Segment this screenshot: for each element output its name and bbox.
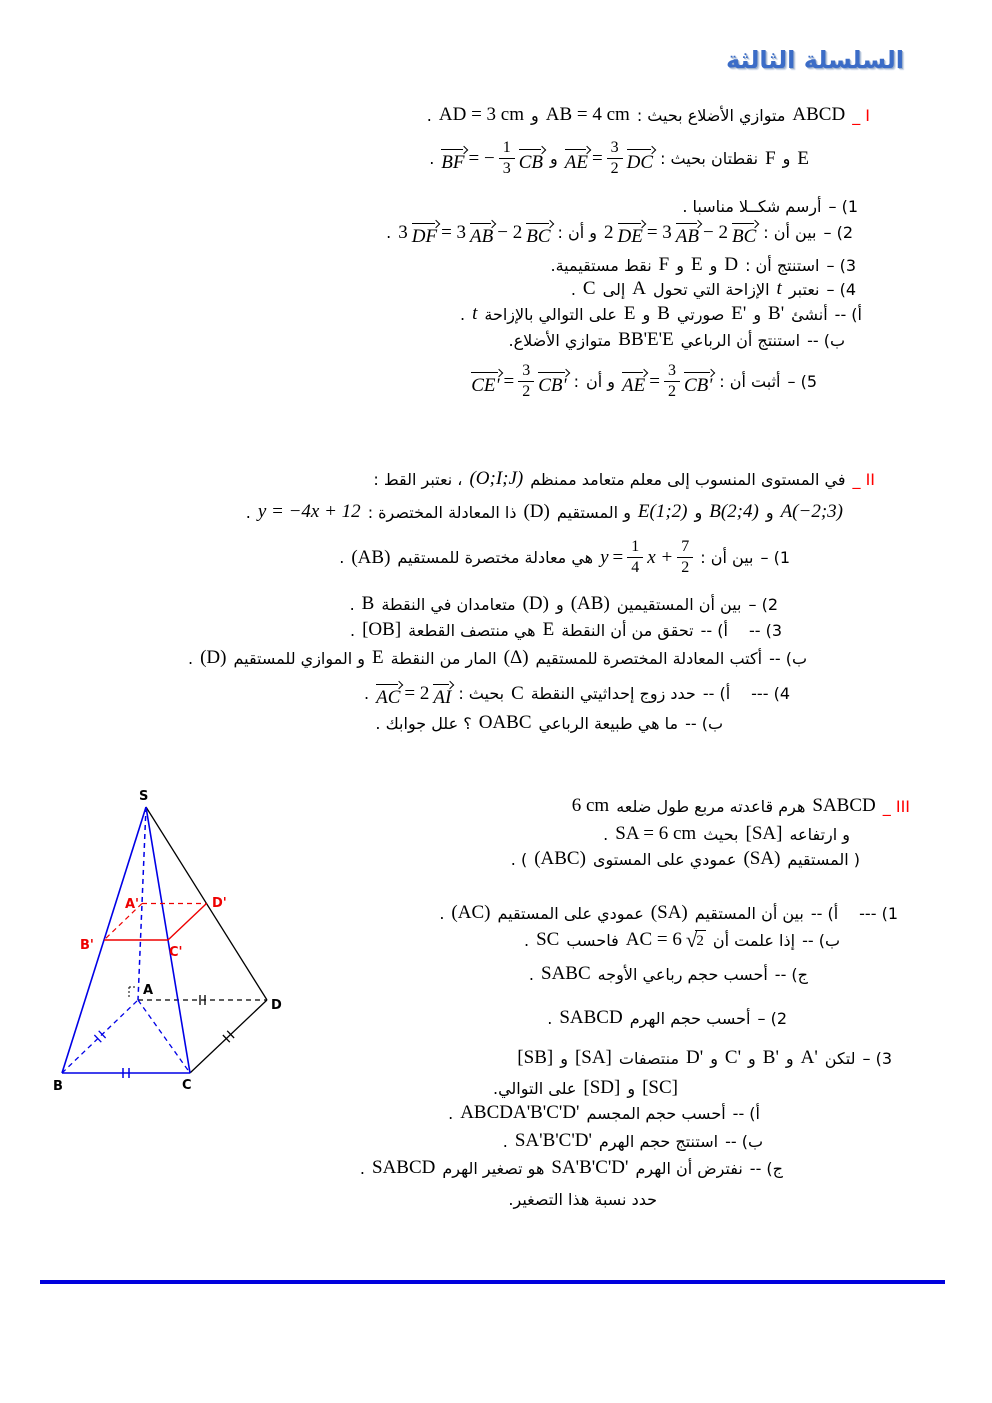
seg: و: [710, 1048, 718, 1068]
seg: .: [448, 1103, 454, 1123]
vertex-label-A: A: [143, 983, 154, 998]
seg: =: [503, 370, 515, 392]
seg: و: [694, 502, 703, 522]
seg: نقط مستقيمية.: [550, 255, 652, 275]
subitem-marker: أ) --: [700, 620, 728, 640]
vector: DF: [412, 219, 437, 246]
seg: لتكن: [824, 1048, 856, 1068]
fraction: [607, 139, 623, 179]
seg: SABC: [541, 963, 591, 984]
seg: − 2: [703, 221, 728, 243]
pyramid-figure: [40, 783, 292, 1113]
vector-formula: [376, 680, 451, 707]
seg: (D): [522, 593, 549, 614]
seg: إلى: [602, 279, 626, 299]
seg: و: [642, 304, 651, 324]
subitem-marker: ب) --: [802, 930, 840, 950]
seg: .: [603, 824, 609, 844]
radical-sign: √: [685, 927, 698, 952]
seg: بين أن المستقيمين: [616, 594, 742, 614]
denominator: 4: [631, 559, 640, 577]
seg: y = −4x + 12: [257, 501, 361, 522]
vector-formula: [604, 219, 756, 246]
ex1-line8: [508, 329, 845, 351]
seg: أحسب حجم الهرم: [629, 1008, 751, 1028]
seg: = −: [468, 147, 495, 169]
seg: هرم قاعدته مربع طول ضلعه: [616, 796, 806, 816]
vertex-label-B-prime: B': [80, 938, 94, 953]
seg: D: [724, 254, 739, 275]
seg: SABCD: [372, 1157, 436, 1178]
seg: هي منتصف القطعة: [408, 620, 536, 640]
vector-formula: [441, 139, 543, 179]
seg: B': [762, 1047, 779, 1068]
item-marker: 2) –: [757, 1008, 787, 1028]
fraction: [677, 538, 693, 578]
denominator: 2: [681, 559, 690, 577]
item-marker: 3) –: [826, 255, 856, 275]
seg: .: [429, 149, 435, 169]
edge-CD: [190, 1000, 267, 1073]
seg: [SA]: [574, 1047, 612, 1068]
denominator: 2: [667, 383, 676, 401]
seg: = 3: [646, 221, 672, 243]
numerator: 3: [518, 362, 534, 382]
fraction: [499, 139, 515, 179]
vertex-label-C: C: [182, 1078, 192, 1093]
ex3-line3: [511, 848, 860, 870]
item-marker: 1) –: [828, 197, 858, 216]
seg: 6 cm: [571, 795, 610, 816]
seg: نفترض أن الهرم: [635, 1158, 743, 1178]
seg: و: [785, 1048, 794, 1068]
seg: E: [797, 147, 809, 169]
seg: و ارتفاعه: [789, 824, 850, 844]
denominator: 3: [502, 160, 511, 178]
seg: .: [547, 1008, 553, 1028]
seg: B': [768, 303, 785, 324]
coefficient: 3: [398, 221, 408, 243]
seg: ؟ علل جوابك .: [375, 713, 472, 733]
ex1-line4: [386, 219, 853, 246]
square-root: [685, 927, 706, 952]
seg: بحيث :: [458, 684, 505, 703]
seg: ABCDA'B'C'D': [460, 1102, 580, 1123]
seg: :: [573, 372, 579, 392]
seg: متعامدان في النقطة: [381, 594, 516, 614]
seg: F: [658, 254, 670, 275]
ex3-line1: [572, 795, 910, 817]
ex3-line9: [493, 1077, 678, 1099]
seg: .: [528, 964, 534, 984]
ex3-line7: [547, 1007, 787, 1029]
seg: AC = 6: [625, 929, 682, 950]
subitem-marker: أ) --: [810, 903, 839, 923]
seg: x +: [647, 546, 674, 568]
vector: AC: [376, 680, 400, 707]
seg: و: [748, 1048, 756, 1068]
vector-formula: [565, 139, 653, 179]
seg: .: [359, 1158, 366, 1178]
seg: في المستوى المنسوب إلى معلم متعامد ممنظم: [530, 469, 846, 489]
subitem-marker: أ) --: [702, 684, 731, 703]
item-marker: 1) ---: [859, 903, 898, 923]
ex3-line12: [360, 1157, 783, 1179]
seg: E: [623, 303, 636, 324]
seg: =: [591, 147, 603, 169]
sqrt-expression: [626, 929, 706, 951]
item-marker: 3) –: [862, 1048, 892, 1068]
seg: SABCD: [559, 1007, 623, 1028]
seg: =: [649, 370, 660, 392]
numerator: 1: [627, 538, 643, 558]
item-marker: 4) –: [826, 279, 856, 299]
seg: = 2: [404, 682, 430, 704]
subitem-marker: أ) --: [732, 1103, 760, 1123]
seg: A': [800, 1047, 818, 1068]
ex3-line11: [503, 1130, 763, 1152]
seg: B: [657, 303, 670, 324]
ex3-line4: [439, 902, 898, 924]
seg: .: [245, 502, 251, 522]
seg: (SA): [743, 848, 781, 869]
seg: =: [612, 546, 624, 568]
seg: منتصفات: [618, 1048, 680, 1068]
denominator: 2: [522, 383, 531, 401]
seg: (AC): [451, 902, 491, 923]
seg: و: [560, 1048, 568, 1068]
seg: ( المستقيم: [787, 849, 860, 869]
vector: DE: [618, 219, 643, 246]
seg: F: [765, 147, 776, 169]
seg: [SA]: [745, 823, 783, 844]
vector: CB': [684, 368, 712, 395]
seg: (SA): [650, 902, 688, 923]
equation: [600, 538, 693, 578]
seg: ، نعتبر القط :: [373, 469, 463, 489]
denominator: 2: [610, 160, 619, 178]
seg: و أن: [585, 372, 615, 392]
edge-CpDp: [168, 904, 207, 941]
vector: DC: [627, 145, 653, 172]
seg: (D): [200, 647, 227, 668]
seg: E: [542, 619, 555, 640]
vector: AE: [622, 368, 645, 395]
subitem-marker: ب) --: [769, 648, 807, 668]
vector: AB: [470, 219, 493, 246]
seg: أحسب حجم رباعي الأوجه: [597, 964, 768, 984]
ex3-line6: [529, 963, 808, 985]
seg: على التوالي.: [492, 1078, 577, 1098]
seg: t: [472, 303, 478, 324]
seg: تحقق من أن النقطة: [561, 620, 694, 640]
seg: و: [765, 502, 774, 522]
vector: CB': [538, 368, 566, 395]
seg: y: [600, 546, 609, 568]
vertex-label-C-prime: C': [169, 945, 183, 960]
seg: متوازي الأضلاع.: [508, 330, 612, 350]
numerator: 3: [607, 139, 623, 159]
seg: .: [426, 105, 432, 125]
seg: .: [439, 903, 445, 923]
seg: عمودي على المستقيم: [497, 903, 644, 923]
ex1-line7: [460, 303, 862, 325]
ex3-line10: [448, 1102, 760, 1124]
section-marker: I _: [852, 105, 870, 125]
ex1-line3: [682, 197, 858, 216]
vector-formula: [622, 362, 712, 402]
item-marker: 3) --: [748, 620, 782, 640]
numerator: 3: [664, 362, 680, 382]
vector-formula: [471, 362, 566, 402]
ex2-line6: [188, 647, 807, 669]
seg: نقطتان بحيث :: [660, 149, 759, 169]
seg: SA'B'C'D': [551, 1157, 629, 1178]
ex1-line1: [427, 104, 870, 126]
seg: B: [361, 593, 375, 614]
seg: E(1;2): [637, 501, 688, 522]
seg: AD = 3 cm: [438, 104, 524, 125]
seg: D': [686, 1047, 704, 1068]
seg: t: [776, 278, 782, 299]
seg: أثبت أن :: [719, 372, 781, 392]
ex1-line9: [471, 362, 817, 402]
coefficient: 2: [604, 221, 614, 243]
subitem-marker: ج) --: [749, 1158, 783, 1178]
vertex-label-D-prime: D': [212, 896, 227, 911]
seg: = 3: [441, 221, 467, 243]
numerator: 1: [499, 139, 515, 159]
vertex-label-A-prime: A': [125, 897, 140, 912]
seg: (ABC): [534, 848, 586, 869]
seg: E: [690, 254, 703, 275]
seg: أحسب حجم المجسم: [586, 1103, 726, 1123]
seg: .: [339, 548, 345, 568]
seg: .: [459, 304, 466, 324]
seg: و المستقيم: [556, 502, 631, 522]
seg: .: [364, 684, 370, 703]
item-marker: 2) –: [748, 594, 778, 614]
vector: BC: [526, 219, 550, 246]
seg: و الموازي للمستقيم: [233, 648, 366, 668]
seg: (AB): [570, 593, 610, 614]
seg: B(2;4): [709, 501, 759, 522]
ex2-line2: [246, 501, 843, 523]
ex1-line2: [429, 139, 809, 179]
vector: AE: [565, 145, 588, 172]
fraction: [627, 538, 643, 578]
seg: .: [349, 594, 355, 614]
seg: .: [502, 1131, 508, 1151]
seg: فاحسب: [566, 930, 619, 950]
seg: ABCD: [792, 104, 846, 125]
seg: ذا المعادلة المختصرة :: [367, 502, 517, 522]
seg: نعتبر: [788, 279, 820, 299]
seg: C: [511, 682, 524, 704]
seg: .: [188, 648, 194, 668]
seg: AB = 4 cm: [545, 104, 630, 125]
seg: و: [531, 105, 539, 125]
section-marker: II _: [852, 469, 875, 489]
right-angle-mark: [129, 987, 137, 999]
fraction: [664, 362, 680, 402]
seg: [SC]: [642, 1077, 678, 1098]
item-marker: ب) --: [807, 330, 845, 350]
seg: E: [372, 647, 384, 668]
ex3-line2: [603, 823, 850, 845]
numerator: 7: [677, 538, 693, 558]
seg: SA'B'C'D': [514, 1130, 592, 1151]
seg: ما هي طبيعة الرباعي: [538, 713, 679, 733]
seg: SA = 6 cm: [615, 823, 697, 844]
seg: (D): [523, 501, 550, 522]
seg: (Δ): [503, 647, 529, 668]
vertex-label-S: S: [139, 789, 149, 804]
seg: OABC: [478, 712, 532, 733]
seg: هي معادلة مختصرة للمستقيم: [397, 548, 594, 568]
item-marker: 2) –: [823, 223, 853, 242]
subitem-marker: ب) --: [725, 1131, 763, 1151]
fraction: [518, 362, 534, 402]
seg: .: [350, 620, 356, 640]
seg: استنتج أن :: [745, 255, 820, 275]
seg: و: [676, 255, 684, 275]
seg: و: [782, 149, 791, 169]
seg: المار من النقطة: [390, 648, 497, 668]
vector: BF: [441, 145, 464, 172]
seg: بحيث: [703, 824, 739, 844]
item-marker: 1) –: [760, 548, 790, 568]
item-marker: 4) ---: [751, 684, 790, 703]
seg: [SD]: [583, 1077, 621, 1098]
vector: AI: [433, 680, 451, 707]
seg: SC: [536, 929, 560, 950]
seg: [OB]: [362, 619, 402, 640]
vertex-label-D: D: [271, 998, 282, 1013]
seg: A: [632, 278, 646, 299]
section-marker: III _: [882, 796, 910, 816]
seg: و: [709, 255, 718, 275]
seg: الإزاحة التي تحول: [653, 279, 770, 299]
seg: و أن :: [557, 223, 597, 242]
seg: بين أن المستقيم: [694, 903, 804, 923]
ex3-line13: [508, 1190, 657, 1209]
seg: SABCD: [812, 795, 876, 816]
seg: حدد نسبة هذا التصغير.: [508, 1190, 657, 1209]
seg: و: [753, 304, 762, 324]
seg: .: [523, 930, 530, 950]
seg: .: [386, 223, 392, 242]
seg: أنشئ: [791, 304, 828, 324]
ex3-line5: [524, 929, 840, 951]
seg: عمودي على المستوى: [592, 849, 737, 869]
vector: AB: [676, 219, 699, 246]
vector: CB: [519, 145, 543, 172]
item-marker: أ) --: [834, 304, 862, 324]
item-marker: 5) –: [787, 372, 817, 392]
seg: إذا علمت أن: [712, 930, 796, 950]
seg: أرسم شكــلا مناسبا .: [682, 197, 822, 216]
ex2-line4: [350, 593, 778, 615]
subitem-marker: ب) --: [685, 713, 723, 733]
seg: و: [549, 149, 558, 169]
seg: أكتب المعادلة المختصرة للمستقيم: [535, 648, 763, 668]
ex2-line8: [375, 712, 723, 734]
seg: بين أن :: [700, 548, 754, 568]
ex3-line8: [517, 1047, 892, 1069]
seg: (AB): [351, 546, 391, 568]
ex1-line5: [551, 254, 856, 276]
radicand: 2: [695, 930, 706, 950]
seg: استنتج حجم الهرم: [598, 1131, 719, 1151]
seg: استنتج أن الرباعي: [680, 330, 801, 350]
seg: متوازي الأضلاع بحيث :: [636, 105, 786, 125]
seg: A(−2;3): [780, 501, 843, 522]
seg: هو تصغير الهرم: [442, 1158, 545, 1178]
bottom-divider: [40, 1280, 945, 1284]
seg: على التوالي بالإزاحة: [484, 304, 617, 324]
seg: BB'E'E: [618, 329, 674, 350]
ex2-line3: [339, 538, 790, 578]
seg: ) .: [510, 849, 528, 869]
vertex-label-B: B: [53, 1079, 63, 1094]
seg: حدد زوج إحداثيتي النقطة: [530, 684, 696, 703]
subitem-marker: ج) --: [774, 964, 808, 984]
seg: C: [582, 278, 596, 299]
seg: و: [627, 1078, 636, 1098]
seg: .: [570, 279, 576, 299]
ex1-line6: [571, 278, 856, 300]
vector: CE': [471, 368, 499, 395]
seg: و: [556, 594, 564, 614]
edge-AC-hidden: [138, 1000, 190, 1073]
page-title: السلسلة الثالثة: [726, 46, 904, 74]
seg: (O;I;J): [469, 468, 524, 489]
seg: [SB]: [517, 1047, 554, 1068]
ex2-line7: [364, 680, 790, 707]
ex2-line5: [350, 619, 782, 641]
vector-formula: [398, 219, 550, 246]
seg: بين أن :: [763, 223, 817, 242]
vector: BC: [732, 219, 756, 246]
seg: صورتي: [676, 304, 725, 324]
seg: C': [724, 1047, 742, 1068]
seg: E': [731, 303, 747, 324]
ex2-line1: [373, 468, 875, 490]
seg: − 2: [497, 221, 523, 243]
